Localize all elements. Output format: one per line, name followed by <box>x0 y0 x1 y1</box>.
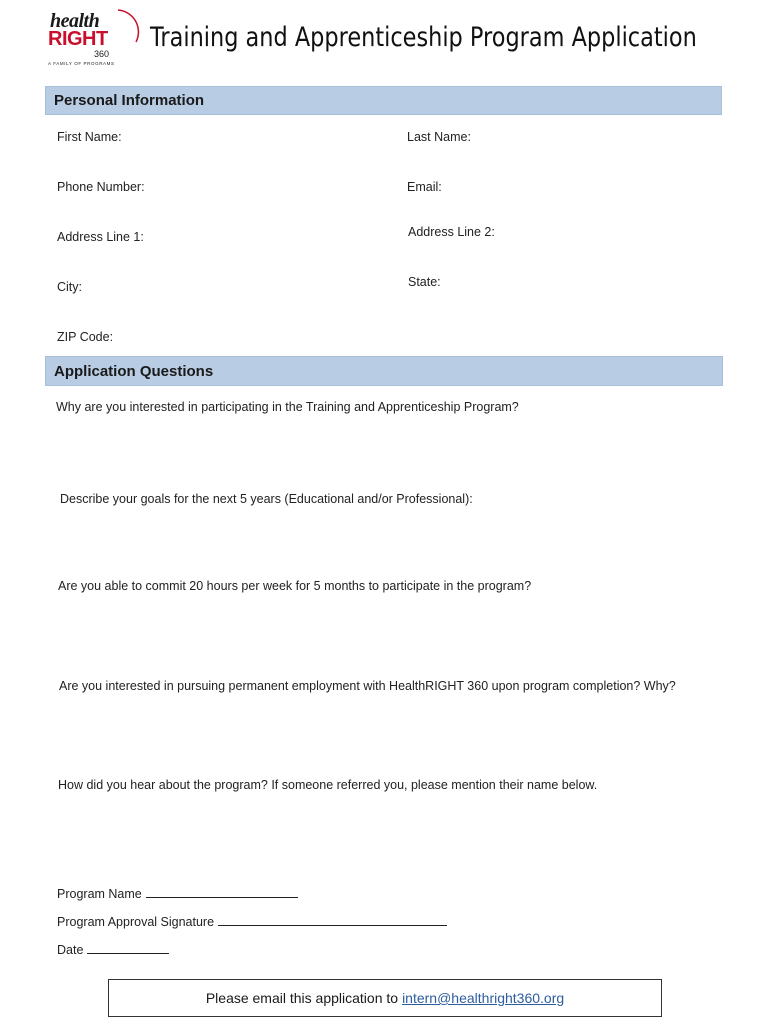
document-title: Training and Apprenticeship Program Application <box>150 22 697 53</box>
question-1: Why are you interested in participating in the Training and Apprenticeship Program? <box>56 400 519 414</box>
city-field[interactable]: City: <box>57 280 82 294</box>
email-instruction-text: Please email this application to <box>205 990 399 1006</box>
application-questions-heading: Application Questions <box>54 363 214 380</box>
question-4: Are you interested in pursuing permanent employment with HealthRIGHT 360 upon program completion? Why? <box>59 679 676 693</box>
question-5: How did you hear about the program? If someone referred you, please mention their name below. <box>58 778 598 792</box>
program-name-blank[interactable] <box>146 885 298 898</box>
healthright360-logo <box>44 6 140 70</box>
email-field[interactable]: Email: <box>407 180 442 194</box>
date-blank[interactable] <box>87 941 169 954</box>
first-name-field[interactable]: First Name: <box>57 130 122 144</box>
program-name-line[interactable] <box>57 885 298 901</box>
question-2: Describe your goals for the next 5 years (Educational and/or Professional): <box>60 492 473 506</box>
personal-info-heading: Personal Information <box>54 92 205 109</box>
program-name-label: Program Name <box>57 887 142 901</box>
approval-signature-line[interactable] <box>57 913 447 929</box>
zip-code-field[interactable]: ZIP Code: <box>57 330 114 344</box>
email-link[interactable]: intern@healthright360.org <box>402 990 565 1006</box>
address-line-1-field[interactable]: Address Line 1: <box>57 230 144 244</box>
logo-word-right: RIGHT <box>48 28 108 50</box>
approval-signature-blank[interactable] <box>218 913 447 926</box>
state-field[interactable]: State: <box>408 275 441 289</box>
logo-number: 360 <box>94 49 110 59</box>
logo-word-health: health <box>50 10 100 32</box>
approval-signature-label: Program Approval Signature <box>57 915 215 929</box>
address-line-2-field[interactable]: Address Line 2: <box>408 225 495 239</box>
last-name-field[interactable]: Last Name: <box>407 130 471 144</box>
email-instruction-box <box>108 979 662 1017</box>
logo-tagline: A FAMILY OF PROGRAMS <box>48 61 115 66</box>
phone-number-field[interactable]: Phone Number: <box>57 180 145 194</box>
date-label: Date <box>57 943 84 957</box>
question-3: Are you able to commit 20 hours per week for 5 months to participate in the program? <box>58 579 532 593</box>
date-line[interactable] <box>57 941 169 957</box>
